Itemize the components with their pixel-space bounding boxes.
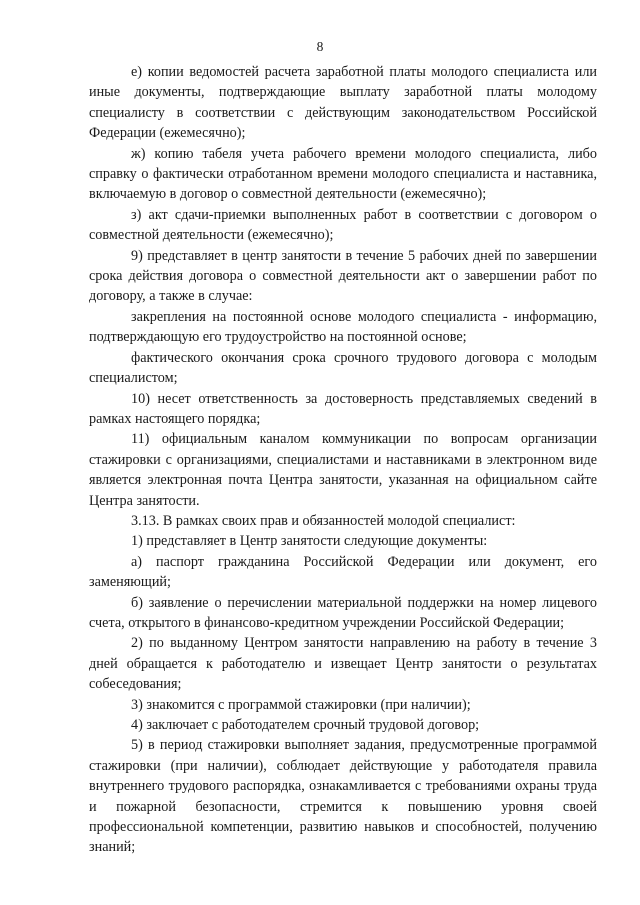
paragraph-permanent-employment: закрепления на постоянной основе молодого специалиста - информацию, подтверждающую его трудоустройство на постоянной основе; (89, 308, 597, 346)
paragraph-1-documents: 1) представляет в Центр занятости следующие документы: (131, 533, 488, 550)
paragraph-10-responsibility: 10) несет ответственность за достоверность представляемых сведений в рамках настоящего порядка; (89, 390, 597, 427)
paragraph-5-tasks: 5) в период стажировки выполняет задания, предусмотренные программой стажировки (при наличии), соблюдает действующие у работодателя правила внутреннего трудового распорядка, ознакамливается с требованиями охраны труда и пожарной безопасности, стремится к повышению уровня своей профессиональной компетенции, развитию навыков и способностей, получению знаний; (89, 737, 597, 856)
paragraph-contract-end: фактического окончания срока срочного трудового договора с молодым специалистом; (89, 349, 597, 387)
paragraph-zh-timesheet: ж) копию табеля учета рабочего времени молодого специалиста, либо справку о фактически отработанном времени молодого специалиста и наставника, включаемую в договор о совместной деятельности (ежемесячно); (89, 145, 597, 203)
paragraph-9-completion-act: 9) представляет в центр занятости в течение 5 рабочих дней по завершении срока действия договора о совместной деятельности акт о завершении работ по договору, а также в случае: (89, 247, 597, 305)
paragraph-e-salary-statements: е) копии ведомостей расчета заработной платы молодого специалиста или иные документы, подтверждающие выплату заработной платы молодому специалисту в соответствии с действующим законодательством Российской Федерации (ежемесячно); (89, 64, 597, 142)
paragraph-b-application: б) заявление о перечислении материальной поддержки на номер лицевого счета, открытого в финансово-кредитном учреждении Российской Федерации; (89, 594, 597, 631)
paragraph-a-passport: а) паспорт гражданина Российской Федерации или документ, его заменяющий; (89, 553, 597, 591)
paragraph-11-communication-channel: 11) официальным каналом коммуникации по вопросам организации стажировки с организациями, специалистами и наставниками в электронном виде является электронная почта Центра занятости, указанная на официальном сайте Центра занятости. (89, 431, 597, 509)
document-body (89, 62, 597, 858)
paragraph-3-program: 3) знакомится с программой стажировки (при наличии); (131, 696, 471, 713)
paragraph-z-acceptance-act: з) акт сдачи-приемки выполненных работ в соответствии с договором о совместной деятельности (ежемесячно); (89, 206, 597, 244)
paragraph-2-referral: 2) по выданному Центром занятости направлению на работу в течение 3 дней обращается к работодателю и извещает Центр занятости о результатах собеседования; (89, 635, 597, 693)
paragraph-4-contract: 4) заключает с работодателем срочный трудовой договор; (131, 717, 480, 733)
paragraph-3-13-heading: 3.13. В рамках своих прав и обязанностей молодой специалист: (131, 512, 516, 529)
page-number: 8 (316, 39, 324, 54)
